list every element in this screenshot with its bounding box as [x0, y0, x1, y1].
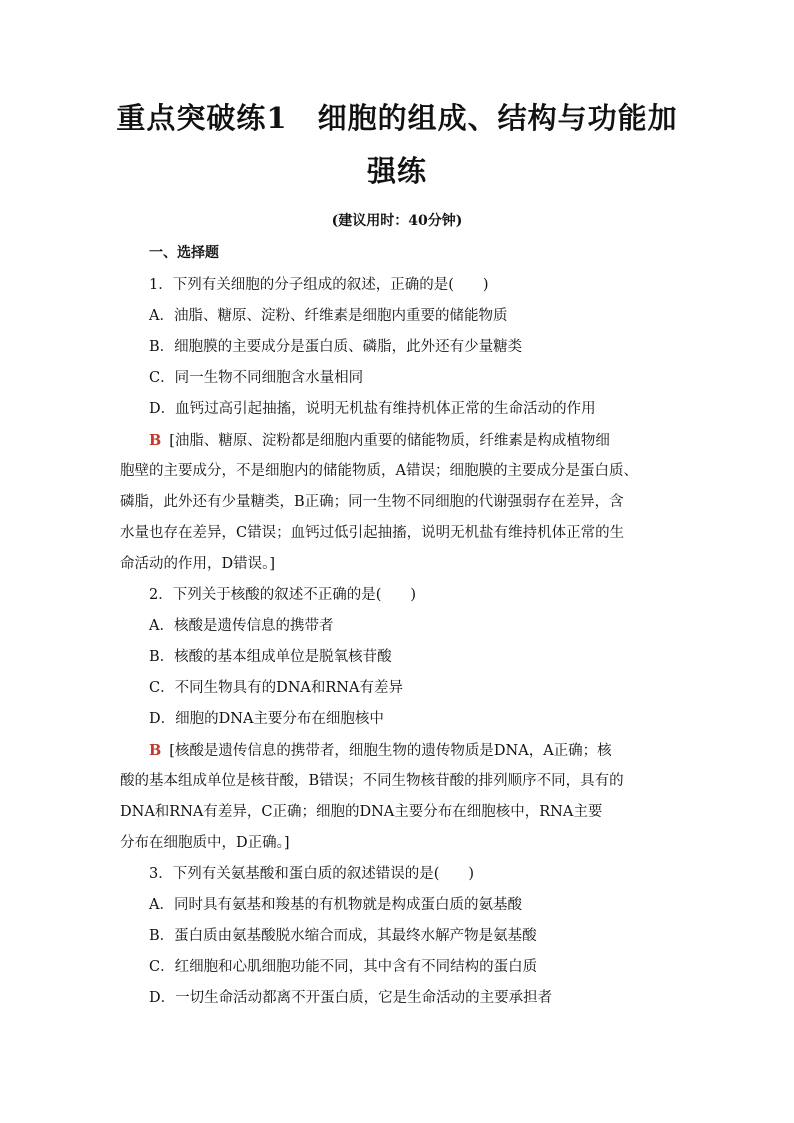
question-3-option-c: C．红细胞和心肌细胞功能不同，其中含有不同结构的蛋白质 — [149, 959, 538, 975]
explanation-line: 水量也存在差异，C错误；血钙过低引起抽搐，说明无机盐有维持机体正常的生 — [120, 525, 625, 541]
question-1-explanation — [120, 425, 676, 456]
explanation-line: 胞壁的主要成分，不是细胞内的储能物质，A错误；细胞膜的主要成分是蛋白质、 — [120, 463, 638, 479]
question-3-option-d: D．一切生命活动都离不开蛋白质，它是生命活动的主要承担者 — [149, 990, 553, 1006]
question-1-option-c: C．同一生物不同细胞含水量相同 — [149, 370, 364, 386]
explanation-text: [油脂、糖原、淀粉都是细胞内重要的储能物质，纤维素是构成植物细 — [169, 433, 610, 449]
question-3-option-b: B．蛋白质由氨基酸脱水缩合而成，其最终水解产物是氨基酸 — [149, 928, 537, 944]
question-1-answer: B — [149, 432, 162, 449]
explanation-line: 分布在细胞质中，D正确。] — [120, 835, 290, 851]
question-2-answer: B — [149, 742, 162, 759]
question-3-stem: 3．下列有关氨基酸和蛋白质的叙述错误的是( ) — [149, 866, 475, 882]
question-1-option-b: B．细胞膜的主要成分是蛋白质、磷脂，此外还有少量糖类 — [149, 339, 523, 355]
page-title: 重点突破练1 细胞的组成、结构与功能加 — [116, 101, 678, 135]
explanation-line: 酸的基本组成单位是核苷酸，B错误；不同生物核苷酸的排列顺序不同，具有的 — [120, 773, 624, 789]
question-2-option-c: C．不同生物具有的DNA和RNA有差异 — [149, 680, 403, 696]
question-1-option-d: D．血钙过高引起抽搐，说明无机盐有维持机体正常的生命活动的作用 — [149, 401, 596, 417]
question-2-option-a: A．核酸是遗传信息的携带者 — [149, 618, 334, 634]
question-2-option-b: B．核酸的基本组成单位是脱氧核苷酸 — [149, 649, 392, 665]
question-1-stem: 1．下列有关细胞的分子组成的叙述，正确的是( ) — [149, 277, 489, 293]
question-list — [120, 270, 676, 1014]
explanation-line: 命活动的作用，D错误。] — [120, 556, 276, 572]
section-heading: 一、选择题 — [149, 245, 219, 261]
page-title-continued: 强练 — [366, 154, 427, 188]
question-2-option-d: D．细胞的DNA主要分布在细胞核中 — [149, 711, 384, 727]
question-2-stem: 2．下列关于核酸的叙述不正确的是( ) — [149, 587, 417, 603]
explanation-line: DNA和RNA有差异，C正确；细胞的DNA主要分布在细胞核中，RNA主要 — [120, 804, 603, 820]
question-1-option-a: A．油脂、糖原、淀粉、纤维素是细胞内重要的储能物质 — [149, 308, 508, 324]
explanation-line: 磷脂，此外还有少量糖类，B正确；同一生物不同细胞的代谢强弱存在差异，含 — [120, 494, 624, 510]
question-3-option-a: A．同时具有氨基和羧基的有机物就是构成蛋白质的氨基酸 — [149, 897, 522, 913]
suggested-time: (建议用时：40分钟) — [331, 213, 463, 229]
question-2-explanation — [120, 735, 676, 766]
explanation-text: [核酸是遗传信息的携带者，细胞生物的遗传物质是DNA，A正确；核 — [169, 743, 612, 759]
